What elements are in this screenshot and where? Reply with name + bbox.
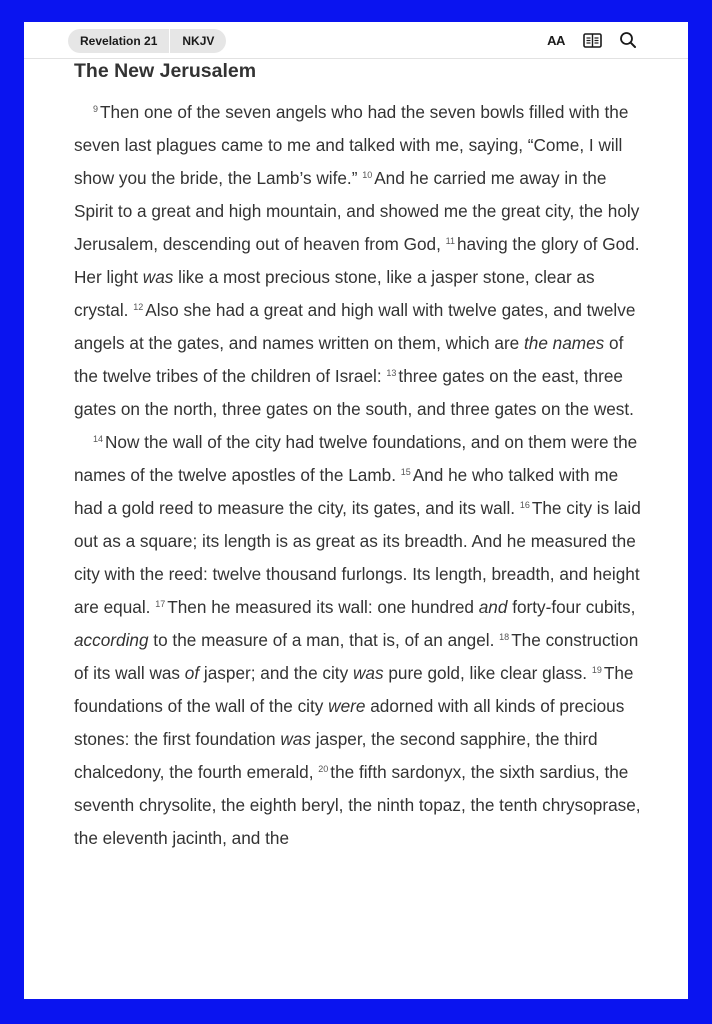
toolbar-icons: [546, 30, 638, 50]
italic-text: was: [142, 267, 174, 287]
verse-text: the fifth sardonyx, the sixth sardius, the seventh chrysolite, the eighth beryl, the ninth topaz, the tenth chrysoprase, the eleventh jacinth, and the: [74, 762, 641, 848]
reading-mode-icon[interactable]: [582, 30, 602, 50]
italic-text: the names: [524, 333, 605, 353]
verse-number: 11: [445, 236, 455, 246]
verse-number: 16: [519, 500, 530, 510]
verse-number: 13: [386, 368, 397, 378]
verse-number: 18: [499, 632, 510, 642]
font-size-label: AA: [547, 32, 565, 48]
italic-text: was: [280, 729, 311, 749]
verse-text: And he who talked with me had a gold reed to measure the city, its gates, and its wall.: [74, 465, 619, 518]
verse-text: jasper, the second sapphire, the third chalcedony, the fourth emerald,: [74, 729, 598, 782]
verse-number: 14: [93, 434, 104, 444]
search-icon[interactable]: [618, 30, 638, 50]
verse-number: 19: [591, 665, 602, 675]
italic-text: according: [74, 630, 149, 650]
verse-paragraph: [74, 426, 644, 855]
verse-text: jasper; and the city: [199, 663, 353, 683]
book-chapter-button[interactable]: Revelation 21: [80, 34, 158, 48]
verse-text: Then one of the seven angels who had the seven bowls filled with the seven last plagues came to me and talked with me, saying, “Come, I will show you the bride, the Lamb’s wife.”: [74, 102, 629, 188]
verse-paragraph: [74, 96, 644, 426]
verse-text: three gates on the east, three gates on the north, three gates on the south, and three gates on the west.: [74, 366, 634, 419]
reader-screen: [24, 22, 688, 999]
verse-number: 20: [318, 764, 329, 774]
chapter-content: [74, 58, 644, 855]
section-heading: The New Jerusalem: [74, 60, 257, 82]
verse-text: like a most precious stone, like a jasper stone, clear as crystal.: [74, 267, 595, 320]
italic-text: was: [352, 663, 384, 683]
verse-text: Also she had a great and high wall with twelve gates, and twelve angels at the gates, and names written on them, which are: [74, 300, 636, 353]
verse-text: pure gold, like clear glass.: [383, 663, 592, 683]
verse-text: forty-four cubits,: [507, 597, 636, 617]
italic-text: and: [478, 597, 508, 617]
bottom-fade: [24, 949, 688, 999]
verse-number: 12: [133, 302, 144, 312]
verse-text: Then he measured its wall: one hundred: [167, 597, 479, 617]
verse-number: 17: [155, 599, 166, 609]
verse-text: The construction of its wall was: [74, 630, 639, 683]
verse-text: to the measure of a man, that is, of an angel.: [148, 630, 500, 650]
verse-text: having the glory of God. Her light: [74, 234, 640, 287]
verse-number: 15: [400, 467, 411, 477]
verse-text: The city is laid out as a square; its length is as great as its breadth. And he measured the city with the reed: twelve thousand furlongs. Its length, breadth, and height are equal.: [74, 498, 641, 617]
italic-text: were: [328, 696, 366, 716]
passage-selector: [68, 29, 226, 53]
top-toolbar: [24, 22, 688, 59]
verse-text: adorned with all kinds of precious stones: the first foundation: [74, 696, 625, 749]
italic-text: of: [184, 663, 200, 683]
verse-text: And he carried me away in the Spirit to a great and high mountain, and showed me the great city, the holy Jerusalem, descending out of heaven from God,: [74, 168, 640, 254]
verse-text: Now the wall of the city had twelve foundations, and on them were the names of the twelve apostles of the Lamb.: [74, 432, 638, 485]
verse-number: 9: [93, 104, 99, 114]
font-size-icon[interactable]: [546, 30, 566, 50]
verse-text: of the twelve tribes of the children of Israel:: [74, 333, 624, 386]
version-button[interactable]: NKJV: [169, 29, 226, 53]
verse-number: 10: [362, 170, 373, 180]
verse-text: The foundations of the wall of the city: [74, 663, 634, 716]
